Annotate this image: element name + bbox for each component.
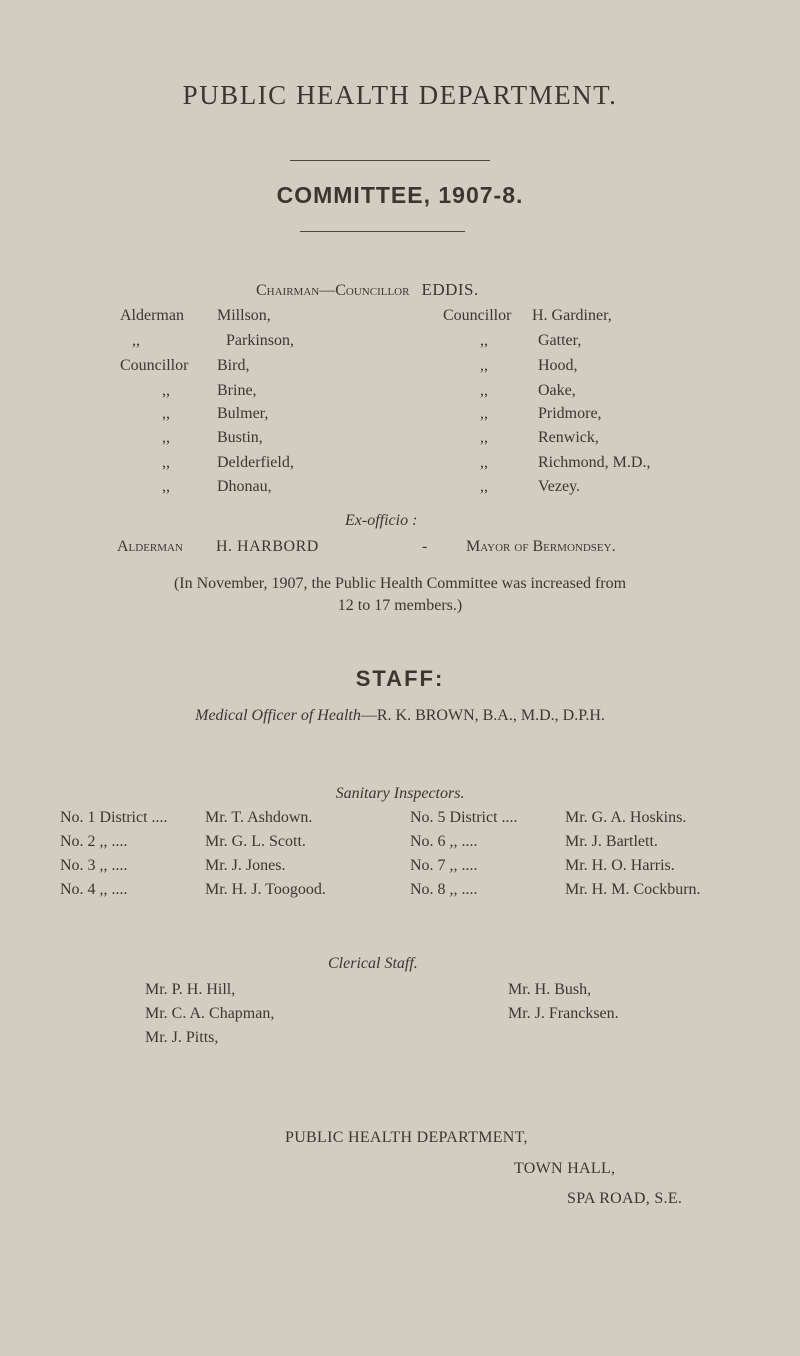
member-title: ,, <box>480 332 488 349</box>
address-line3: SPA ROAD, S.E. <box>567 1190 683 1207</box>
member-title: ,, <box>480 429 488 446</box>
ex-officio-dash: - <box>422 538 428 555</box>
clerical-name: Mr. J. Pitts, <box>145 1029 219 1046</box>
district-label: No. 5 District .... <box>410 809 518 826</box>
member-title: Alderman <box>120 307 184 324</box>
committee-heading: COMMITTEE, 1907-8. <box>276 182 524 208</box>
address-line1: PUBLIC HEALTH DEPARTMENT, <box>285 1129 528 1146</box>
ex-officio-label: Ex-officio : <box>345 512 418 529</box>
member-name: Hood, <box>538 357 578 374</box>
member-name: Brine, <box>217 382 257 399</box>
member-name: Delderfield, <box>217 454 294 471</box>
clerical-heading: Clerical Staff. <box>328 955 418 972</box>
ex-officio-name: H. HARBORD <box>216 538 319 555</box>
inspector-name: Mr. J. Bartlett. <box>565 833 658 850</box>
moh-name: —R. K. BROWN, B.A., M.D., D.P.H. <box>360 707 605 724</box>
divider-top <box>290 160 490 161</box>
member-title: ,, <box>480 382 488 399</box>
member-name: Gatter, <box>538 332 582 349</box>
member-name: Bird, <box>217 357 250 374</box>
member-title: ,, <box>132 332 140 349</box>
divider-bottom <box>300 231 465 232</box>
member-title: ,, <box>162 405 170 422</box>
member-title: Councillor <box>120 357 189 374</box>
moh-line <box>0 707 800 725</box>
district-label: No. 3 ,, .... <box>60 857 128 874</box>
district-label: No. 1 District .... <box>60 809 168 826</box>
clerical-name: Mr. H. Bush, <box>508 981 592 998</box>
inspector-name: Mr. H. J. Toogood. <box>205 881 326 898</box>
clerical-name: Mr. P. H. Hill, <box>145 981 236 998</box>
inspector-name: Mr. G. A. Hoskins. <box>565 809 687 826</box>
inspector-name: Mr. J. Jones. <box>205 857 286 874</box>
member-title: ,, <box>162 478 170 495</box>
district-label: No. 2 ,, .... <box>60 833 128 850</box>
member-name: Bustin, <box>217 429 263 446</box>
staff-heading: STAFF: <box>355 666 445 691</box>
member-name: Renwick, <box>538 429 599 446</box>
member-name: Bulmer, <box>217 405 269 422</box>
member-title: ,, <box>480 357 488 374</box>
district-label: No. 8 ,, .... <box>410 881 478 898</box>
member-title: Councillor <box>443 307 512 324</box>
district-label: No. 7 ,, .... <box>410 857 478 874</box>
member-name: Richmond, M.D., <box>538 454 651 471</box>
chairman-label: Chairman—Councillor <box>256 282 410 299</box>
member-name: Millson, <box>217 307 271 324</box>
member-title: ,, <box>162 454 170 471</box>
clerical-name: Mr. C. A. Chapman, <box>145 1005 275 1022</box>
page-title: PUBLIC HEALTH DEPARTMENT. <box>182 80 618 110</box>
member-title: ,, <box>480 454 488 471</box>
ex-officio-title: Alderman <box>117 538 183 555</box>
chairman-name: EDDIS. <box>421 280 479 299</box>
inspector-name: Mr. G. L. Scott. <box>205 833 306 850</box>
district-label: No. 4 ,, .... <box>60 881 128 898</box>
member-title: ,, <box>162 429 170 446</box>
member-name: H. Gardiner, <box>532 307 612 324</box>
sanitary-heading: Sanitary Inspectors. <box>335 785 465 802</box>
member-name: Vezey. <box>538 478 581 495</box>
moh-label: Medical Officer of Health <box>195 707 361 724</box>
inspector-name: Mr. H. O. Harris. <box>565 857 675 874</box>
inspector-name: Mr. T. Ashdown. <box>205 809 313 826</box>
member-title: ,, <box>480 405 488 422</box>
member-name: Dhonau, <box>217 478 272 495</box>
member-title: ,, <box>162 382 170 399</box>
inspector-name: Mr. H. M. Cockburn. <box>565 881 701 898</box>
member-title: ,, <box>480 478 488 495</box>
address-line2: TOWN HALL, <box>514 1160 616 1177</box>
clerical-name: Mr. J. Francksen. <box>508 1005 619 1022</box>
district-label: No. 6 ,, .... <box>410 833 478 850</box>
ex-officio-role: Mayor of Bermondsey. <box>466 538 616 555</box>
committee-note-line2: 12 to 17 members.) <box>337 597 463 614</box>
chairman-line <box>256 280 479 300</box>
member-name: Pridmore, <box>538 405 602 422</box>
member-name: Parkinson, <box>226 332 294 349</box>
member-name: Oake, <box>538 382 576 399</box>
committee-note-line1: (In November, 1907, the Public Health Committee was increased from <box>173 575 627 592</box>
